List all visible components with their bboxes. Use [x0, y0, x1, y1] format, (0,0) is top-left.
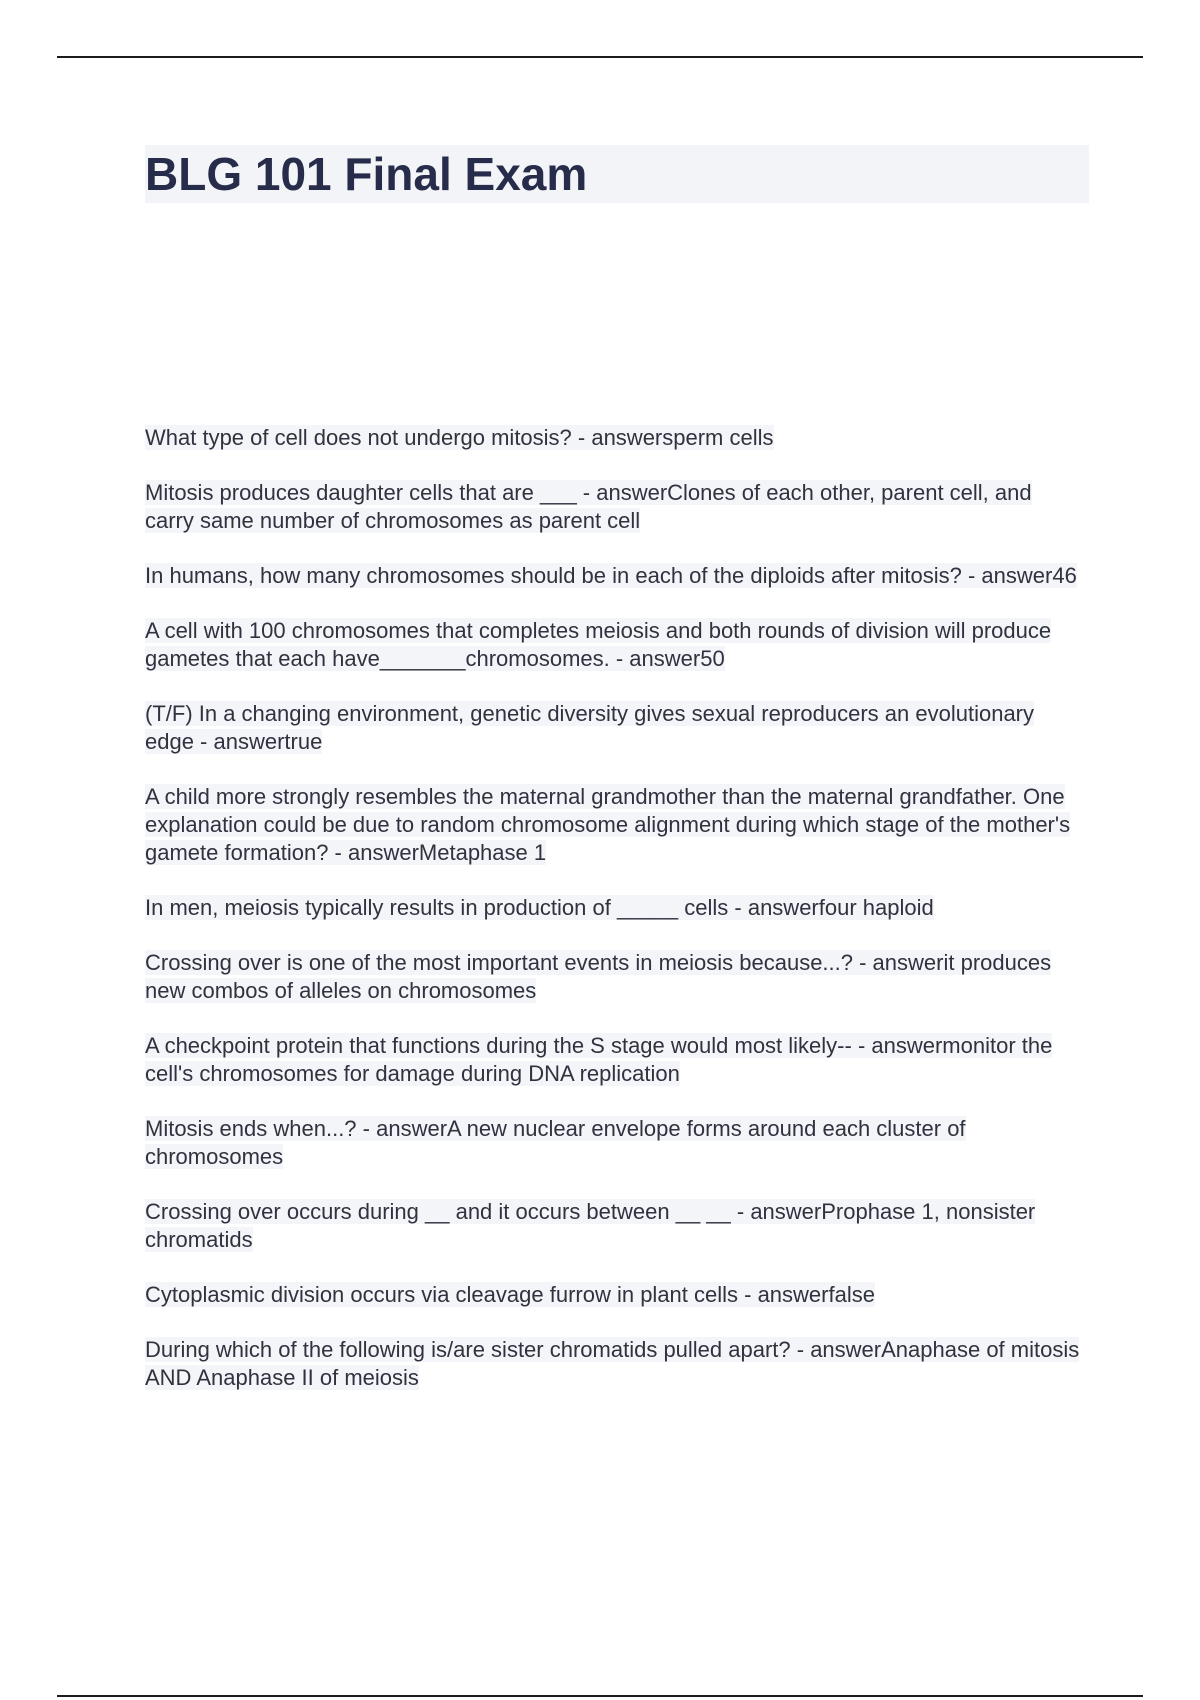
qa-item — [145, 894, 1085, 922]
qa-item — [145, 1032, 1085, 1088]
qa-text: In humans, how many chromosomes should be in each of the diploids after mitosis? - answer46 — [145, 563, 1077, 588]
qa-text: A child more strongly resembles the maternal grandmother than the maternal grandfather. One explanation could be due to random chromosome alignment during which stage of the mother's gamete formation? - answerMetaphase 1 — [145, 784, 1071, 865]
qa-text: What type of cell does not undergo mitosis? - answersperm cells — [145, 425, 774, 450]
qa-text: (T/F) In a changing environment, genetic diversity gives sexual reproducers an evolutionary edge - answertrue — [145, 701, 1035, 754]
qa-item — [145, 424, 1085, 452]
qa-item — [145, 949, 1085, 1005]
qa-item — [145, 479, 1085, 535]
qa-item — [145, 617, 1085, 673]
qa-item — [145, 1115, 1085, 1171]
qa-text: A cell with 100 chromosomes that completes meiosis and both rounds of division will produce gametes that each have_______chromosomes. - answer50 — [145, 618, 1052, 671]
qa-item — [145, 1336, 1085, 1392]
page-title: BLG 101 Final Exam — [145, 148, 588, 200]
question-answer-list — [145, 424, 1085, 1419]
qa-text: Mitosis produces daughter cells that are ___ - answerClones of each other, parent cell, and carry same number of chromosomes as parent cell — [145, 480, 1032, 533]
bottom-rule — [57, 1695, 1143, 1697]
qa-item — [145, 700, 1085, 756]
qa-item — [145, 562, 1085, 590]
qa-text: In men, meiosis typically results in production of _____ cells - answerfour haploid — [145, 895, 934, 920]
title-block — [145, 145, 1089, 203]
qa-text: A checkpoint protein that functions during the S stage would most likely-- - answermonitor the cell's chromosomes for damage during DNA replication — [145, 1033, 1053, 1086]
qa-text: Mitosis ends when...? - answerA new nuclear envelope forms around each cluster of chromosomes — [145, 1116, 966, 1169]
qa-item — [145, 1198, 1085, 1254]
qa-item — [145, 1281, 1085, 1309]
qa-text: During which of the following is/are sister chromatids pulled apart? - answerAnaphase of mitosis AND Anaphase II of meiosis — [145, 1337, 1080, 1390]
qa-text: Cytoplasmic division occurs via cleavage furrow in plant cells - answerfalse — [145, 1282, 875, 1307]
qa-text: Crossing over occurs during __ and it occurs between __ __ - answerProphase 1, nonsister chromatids — [145, 1199, 1036, 1252]
top-rule — [57, 56, 1143, 58]
qa-item — [145, 783, 1085, 867]
qa-text: Crossing over is one of the most important events in meiosis because...? - answerit produces new combos of alleles on chromosomes — [145, 950, 1052, 1003]
